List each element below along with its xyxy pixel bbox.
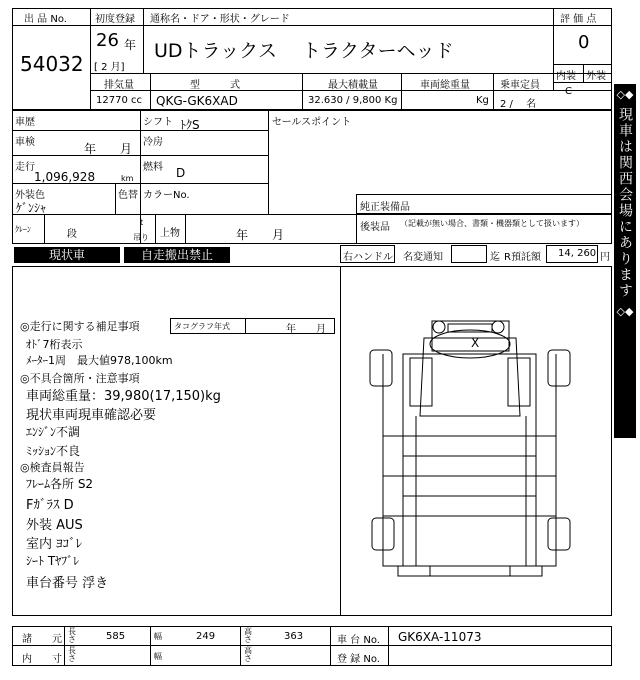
name-change-box — [451, 245, 487, 263]
car-name-label: 通称名・ドア・形状・グレード — [150, 14, 290, 25]
defect-item: ﾐｯｼｮﾝ不良 — [26, 444, 81, 458]
inner-length-label: 長さ — [68, 646, 76, 663]
running-header: ◎走行に関する補足事項 — [20, 320, 140, 333]
inner-height-label: 高さ — [244, 646, 252, 663]
gross-weight-label: 車両総重量 — [420, 80, 470, 91]
capacity-label: 乗車定員 — [500, 80, 540, 91]
front-right-wheel — [548, 350, 570, 386]
specs-label: 諸 元 — [22, 634, 62, 645]
reg-month: [ 2 月] — [94, 62, 125, 73]
crane-hang: 吊り — [133, 233, 149, 242]
width-value: 249 — [196, 631, 216, 642]
history-label: 車歴 — [15, 117, 35, 128]
score-label: 評 価 点 — [560, 14, 597, 25]
inspector-item: 車台番号 浮き — [26, 576, 109, 591]
genuine-equipment-label: 純正装備品 — [360, 202, 410, 213]
crane-ton: t — [140, 218, 144, 227]
height-value: 363 — [284, 631, 304, 642]
inspector-item: 室内 ﾖｺﾞﾚ — [26, 537, 83, 552]
bed-value: 年 月 — [236, 228, 285, 242]
chassis-value: GK6XA-11073 — [398, 630, 482, 644]
registration-label: 登 録 No. — [337, 654, 380, 665]
ac-label: 冷房 — [143, 137, 163, 148]
bed-label: 上物 — [160, 228, 180, 239]
inner-width-label: 幅 — [154, 652, 162, 661]
first-reg-label: 初度登録 — [95, 14, 135, 25]
shift-value: ﾄｸS — [180, 118, 200, 132]
interior-grade-value: C — [565, 86, 572, 97]
model-value: QKG-GK6XAD — [156, 94, 238, 108]
model-label: 型 式 — [190, 80, 240, 91]
length-label: 長さ — [68, 627, 76, 644]
yen-label: 円 — [600, 252, 610, 263]
deadline-label: 迄 — [490, 252, 500, 263]
left-mirror-icon — [433, 321, 445, 333]
defect-item: ｴﾝｼﾞﾝ不調 — [26, 425, 81, 439]
chassis-label: 車 台 No. — [337, 635, 380, 646]
cab-outline — [420, 338, 520, 416]
banner-top-mark: ◇◆ — [616, 88, 634, 101]
lot-label: 出 品 No. — [24, 14, 67, 25]
tacho-value: 年 月 — [286, 324, 326, 335]
exterior-grade-label: 外装 — [586, 71, 606, 82]
fuel-label: 燃料 — [143, 162, 163, 173]
sales-point-label: セールスポイント — [272, 117, 352, 128]
displacement-value: 12770 cc — [96, 95, 142, 106]
width-label: 幅 — [154, 632, 162, 641]
aftermarket-label: 後装品 — [360, 222, 390, 233]
recycle-amount: 14, 260 — [558, 248, 597, 259]
color-change-label: 色替 — [118, 190, 138, 201]
inspector-item: Fｶﾞﾗｽ D — [26, 498, 74, 513]
name-change-label: 名変通知 — [403, 252, 443, 263]
mileage-value: 1,096,928 — [34, 170, 96, 184]
exterior-color-value: ｹﾞﾝｼｬ — [16, 201, 47, 215]
capacity-value: 2 / 名 — [500, 99, 537, 110]
max-load-value: 32.630 / 9,800 Kg — [308, 95, 398, 106]
inspector-item: ﾌﾚｰﾑ各所 S2 — [26, 477, 94, 491]
inspector-item: ｼｰﾄ Tﾔﾌﾞﾚ — [26, 554, 80, 568]
crane-label: ｸﾚｰﾝ — [15, 225, 31, 234]
right-mirror-icon — [492, 321, 504, 333]
fuel-value: D — [176, 166, 186, 180]
defect-header: ◎不具合箇所・注意事項 — [20, 372, 140, 385]
handle-value: 右ハンドル — [343, 252, 393, 263]
rear-right-wheel — [548, 518, 570, 550]
truck-diagram — [340, 266, 612, 616]
inspector-item: 外装 AUS — [26, 518, 83, 533]
location-banner — [614, 84, 636, 438]
inner-dimensions-label: 内 寸 — [22, 654, 62, 665]
inspection-label: 車検 — [15, 137, 35, 148]
aftermarket-note: （記載が無い場合、書類・機器類として扱います） — [400, 219, 584, 228]
banner-text: 現車は関西会場にあります — [617, 107, 633, 299]
shift-label: シフト — [143, 117, 173, 128]
length-value: 585 — [106, 631, 126, 642]
recycle-label: R預託額 — [504, 252, 541, 263]
score-value: 0 — [578, 32, 590, 53]
color-no-label: カラーNo. — [143, 190, 190, 201]
max-load-label: 最大積載量 — [328, 80, 378, 91]
exterior-color-label: 外装色 — [15, 190, 45, 201]
height-label: 高さ — [244, 627, 252, 644]
defect-item: 現状車両現車確認必要 — [26, 408, 157, 423]
damage-mark: X — [471, 336, 480, 350]
lot-number: 54032 — [20, 52, 84, 76]
inspection-value: 年 月 — [84, 142, 133, 156]
front-left-wheel — [370, 350, 392, 386]
displacement-label: 排気量 — [104, 80, 134, 91]
interior-grade-label: 内装 — [556, 71, 576, 82]
running-item: ﾒｰﾀｰ1周 最大値978,100km — [26, 354, 173, 367]
gross-weight-unit: Kg — [476, 95, 489, 106]
mileage-label: 走行 — [15, 162, 35, 173]
footer-frame — [12, 626, 612, 666]
defect-item: 車両総重量：39,980(17,150)kg — [26, 389, 221, 404]
running-item: ｵﾄﾞ7桁表示 — [26, 338, 83, 351]
car-name: UDトラックス トラクターヘッド — [154, 40, 454, 62]
inspector-header: ◎検査員報告 — [20, 461, 85, 474]
tacho-label: タコグラフ年式 — [174, 322, 230, 331]
crane-stage: 段 — [67, 229, 77, 240]
mileage-unit: km — [121, 174, 134, 183]
self-drive-prohibited-badge: 自走搬出禁止 — [124, 247, 230, 263]
current-car-badge: 現状車 — [14, 247, 120, 263]
reg-year-unit: 年 — [124, 38, 137, 52]
banner-bottom-mark: ◇◆ — [616, 305, 634, 318]
reg-year: 26 — [96, 30, 119, 51]
